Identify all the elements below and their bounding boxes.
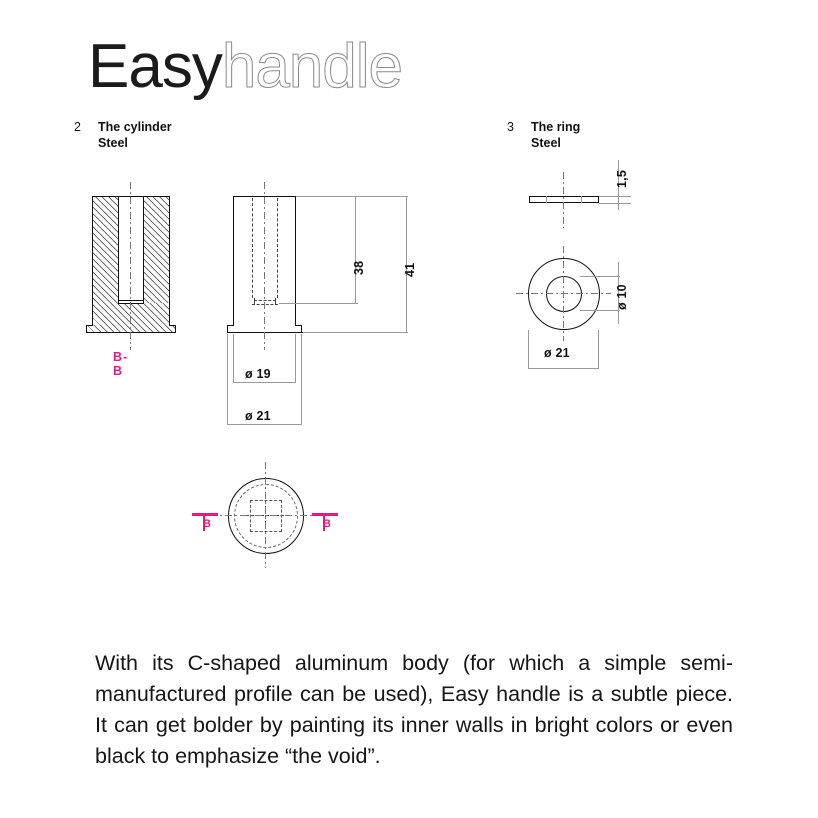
front-flange-bottom-edge bbox=[227, 332, 303, 333]
section-left-edge bbox=[92, 196, 93, 326]
dim-value-15: 1,5 bbox=[615, 170, 629, 188]
description-paragraph bbox=[95, 648, 733, 772]
section-bore-floor bbox=[118, 303, 144, 304]
section-arrow-bar-left bbox=[192, 513, 218, 516]
dim-value-10: ø 10 bbox=[615, 284, 629, 310]
ring-side-top-edge bbox=[529, 196, 599, 197]
section-arrow-label-left: B bbox=[203, 518, 212, 530]
dim-ext-line-top-10 bbox=[580, 276, 620, 277]
ring-inner-circle bbox=[546, 276, 582, 312]
ring-plan-center-line-h bbox=[516, 293, 611, 294]
dim-line-19 bbox=[233, 382, 296, 383]
part-number-ring: 3 bbox=[507, 120, 514, 134]
section-center-line bbox=[130, 182, 131, 350]
ring-side-seam-right bbox=[581, 196, 582, 203]
dim-ext-line-bottom-41 bbox=[303, 332, 408, 333]
logo-outline-text: handle bbox=[221, 32, 403, 101]
dim-line-21-ring bbox=[528, 368, 599, 369]
section-right-edge bbox=[169, 196, 170, 326]
dim-ext-line-right-19 bbox=[295, 334, 296, 382]
ring-side-seam-left bbox=[546, 196, 547, 203]
part-name-cylinder: The cylinder bbox=[98, 120, 172, 134]
dim-ext-line-right-21 bbox=[301, 334, 302, 424]
section-bore-right-wall bbox=[143, 197, 144, 304]
section-bore-chamfer bbox=[118, 300, 144, 301]
dim-ext-line-bottom-38 bbox=[279, 303, 358, 304]
description-text: With its C-shaped aluminum body (for which a simple semi-manufactured profile can be used), Easy handle is a subtle piece. It can get bolder by painting its inner walls in bright colors or even black to emphasize “the void”. bbox=[95, 651, 733, 768]
dim-ext-line-left-21 bbox=[227, 334, 228, 424]
part-caption-cylinder bbox=[74, 119, 172, 151]
dim-ext-line-top-15 bbox=[599, 196, 631, 197]
dim-ext-line-left-19 bbox=[233, 334, 234, 382]
dim-value-19: ø 19 bbox=[245, 367, 271, 381]
section-flange-bottom-edge bbox=[86, 332, 176, 333]
front-right-edge bbox=[295, 196, 296, 326]
dim-line-21 bbox=[227, 424, 302, 425]
front-hidden-bore-right-fillet bbox=[275, 298, 276, 304]
dim-ext-line-bottom-10 bbox=[580, 310, 620, 311]
part-number-cylinder: 2 bbox=[74, 120, 81, 134]
dim-value-21-cylinder: ø 21 bbox=[245, 409, 271, 423]
part-name-ring: The ring bbox=[531, 120, 581, 134]
section-arrow-label-right: B bbox=[323, 518, 332, 530]
part-material-cylinder: Steel bbox=[98, 136, 128, 150]
section-top-edge bbox=[92, 196, 170, 197]
dim-line-38 bbox=[355, 196, 356, 304]
ring-side-left-edge bbox=[529, 196, 530, 203]
ring-side-right-edge bbox=[598, 196, 599, 203]
part-caption-ring bbox=[507, 119, 581, 151]
front-hidden-bore-left-fillet bbox=[254, 298, 255, 304]
section-bore-left-wall bbox=[118, 197, 119, 304]
logo-solid-text: Easy bbox=[88, 32, 222, 101]
front-center-line bbox=[264, 182, 265, 350]
top-view-hidden-square bbox=[250, 500, 282, 532]
logo bbox=[88, 32, 403, 102]
dim-value-21-ring: ø 21 bbox=[544, 346, 570, 360]
front-hidden-bore-right bbox=[277, 198, 278, 298]
section-label-bb: B-B bbox=[113, 350, 129, 378]
ring-side-bottom-edge bbox=[529, 202, 599, 203]
front-hidden-bore-floor bbox=[252, 304, 278, 305]
front-left-edge bbox=[233, 196, 234, 326]
section-hatch-bottom bbox=[93, 303, 169, 325]
dim-value-41: 41 bbox=[403, 262, 417, 277]
dim-ext-line-bottom-15 bbox=[599, 203, 631, 204]
dim-ext-line-left-21-ring bbox=[528, 330, 529, 368]
dim-ext-line-right-21-ring bbox=[598, 330, 599, 368]
front-hidden-bore-chamfer bbox=[254, 300, 276, 301]
ring-side-center-line bbox=[563, 172, 564, 228]
section-arrow-bar-right bbox=[312, 513, 338, 516]
dim-value-38: 38 bbox=[352, 260, 366, 275]
front-hidden-bore-left bbox=[252, 198, 253, 298]
part-material-ring: Steel bbox=[531, 136, 561, 150]
section-hatch-flange bbox=[87, 325, 175, 332]
dim-ext-line-top-41 bbox=[296, 196, 408, 197]
top-view-center-line-h bbox=[210, 515, 320, 516]
